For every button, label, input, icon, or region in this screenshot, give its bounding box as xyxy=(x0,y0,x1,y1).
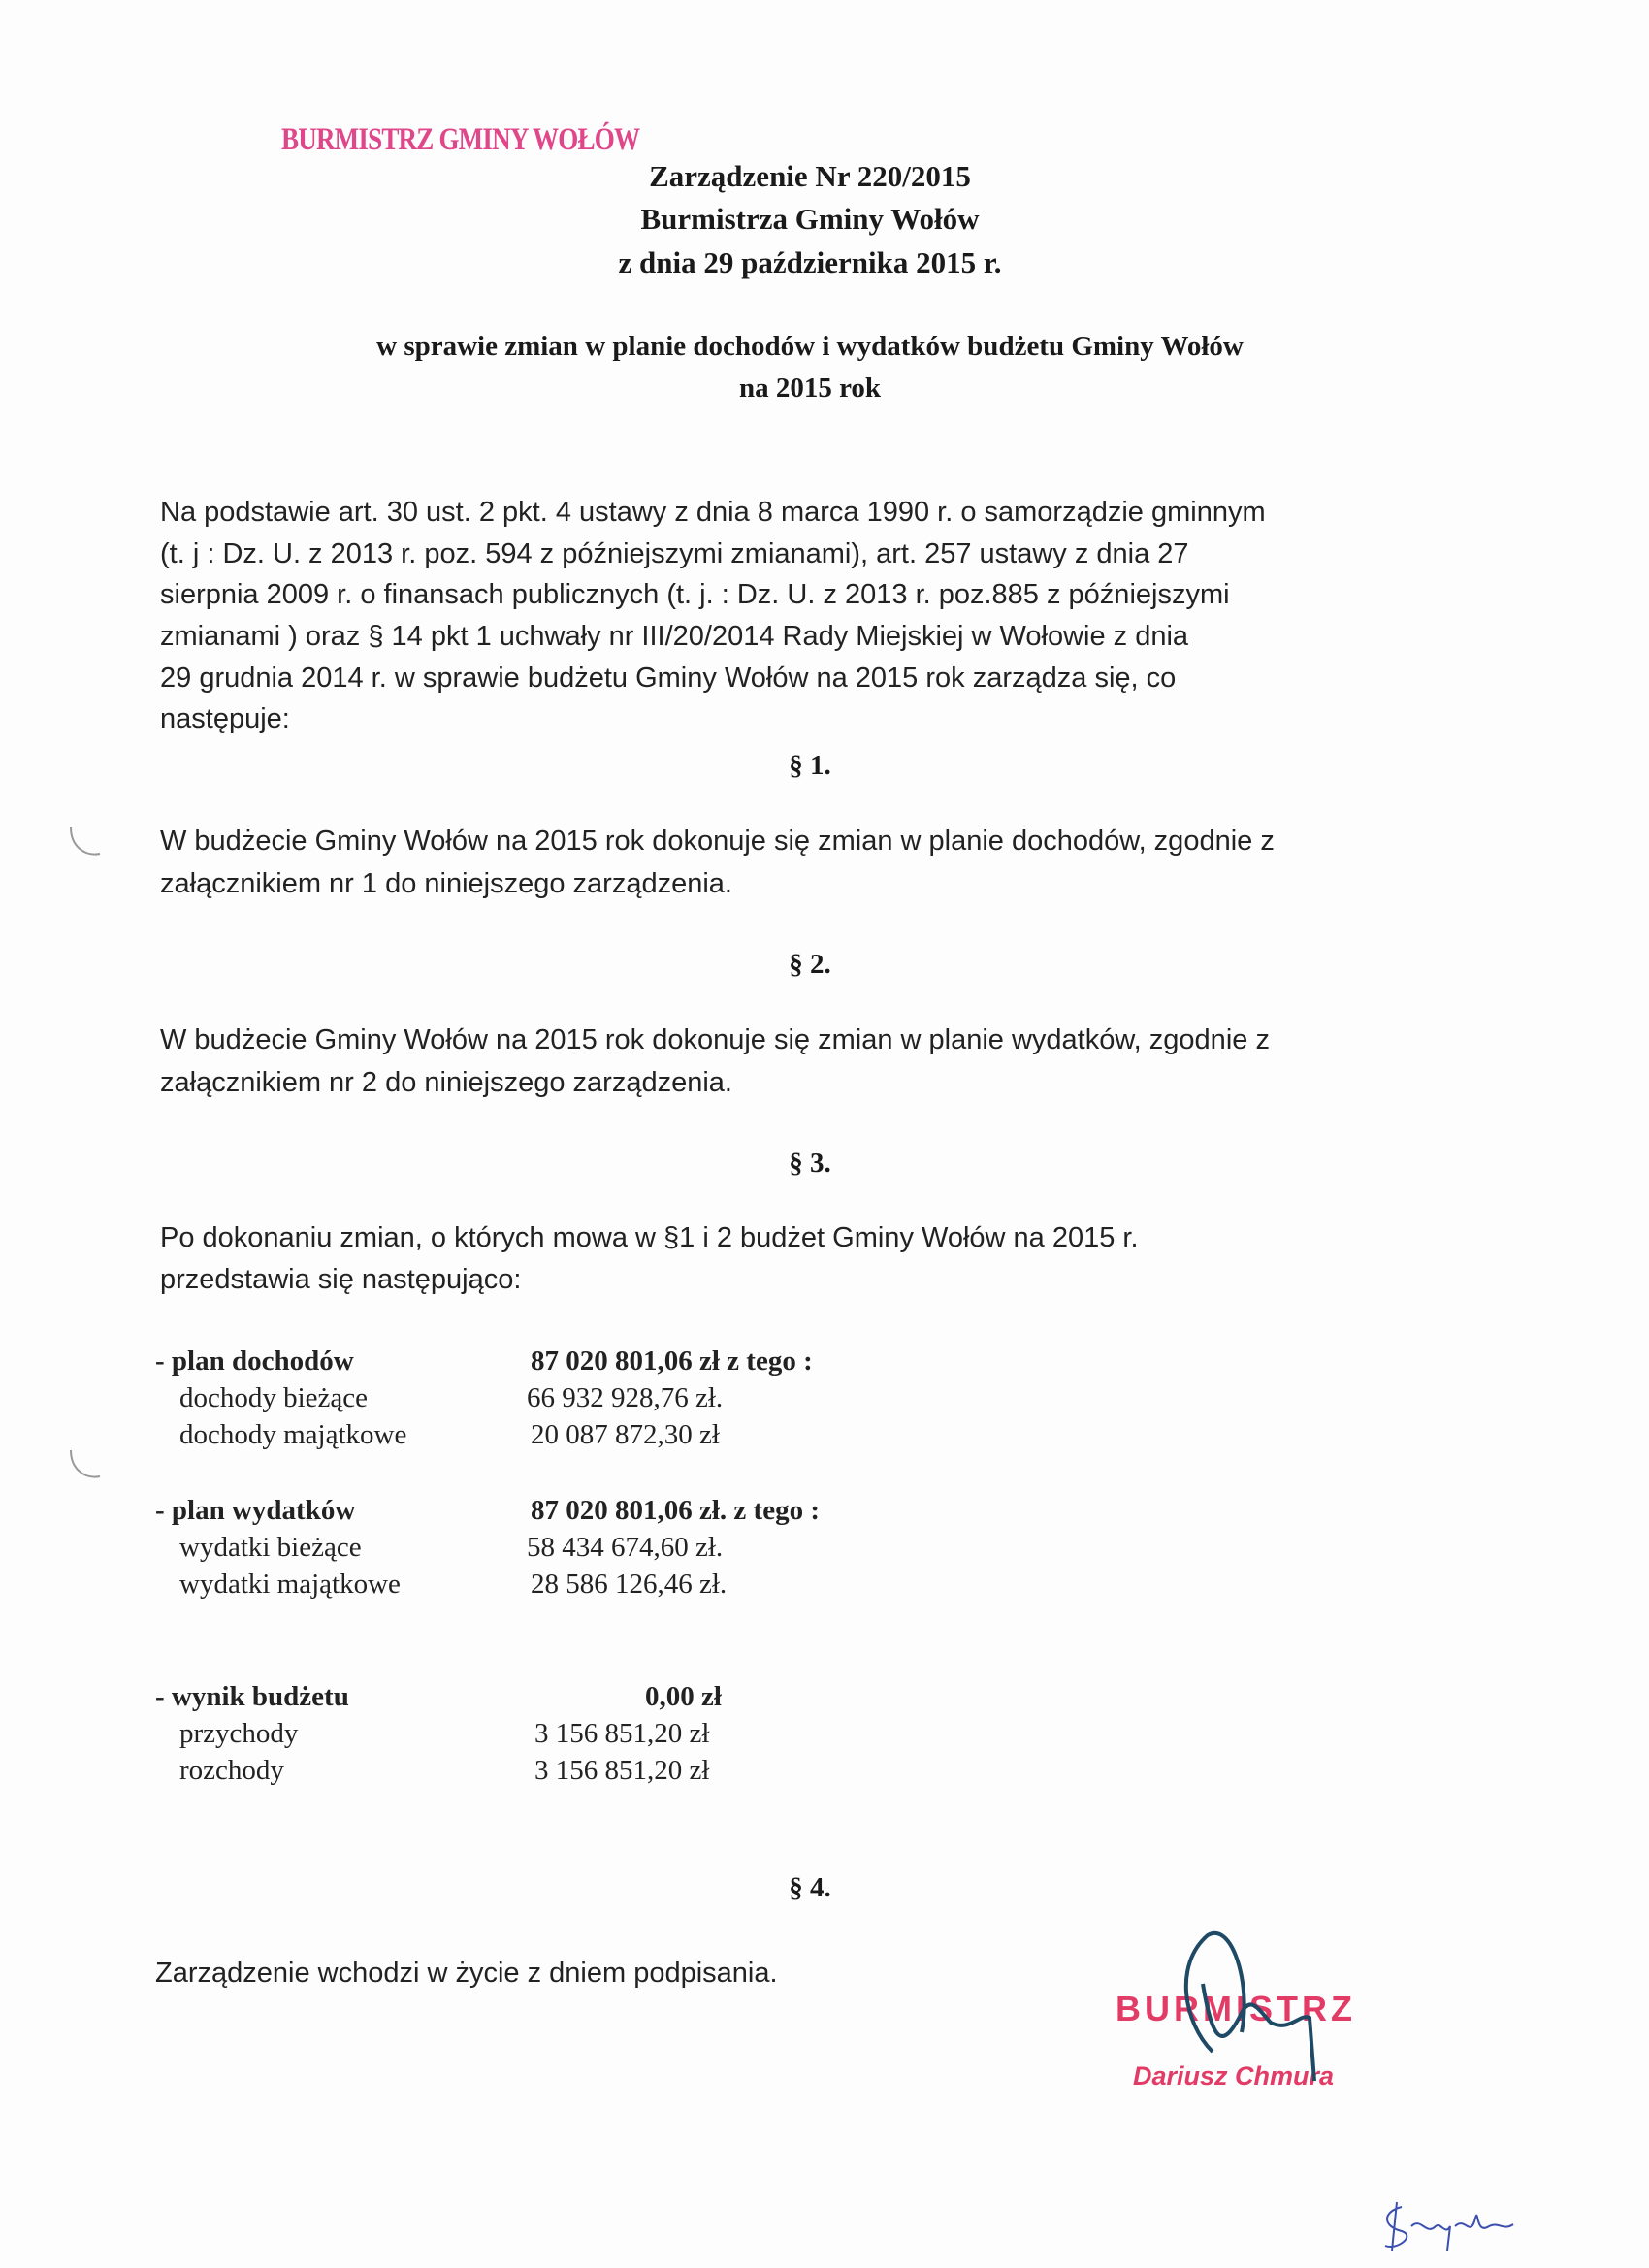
budget-item-value: 66 932 928,76 zł. xyxy=(527,1382,724,1413)
budget-label: - wynik budżetu xyxy=(155,1681,349,1712)
budget-item-value: 28 586 126,46 zł. xyxy=(531,1569,728,1600)
section-heading: § 1. xyxy=(789,750,831,781)
punch-mark xyxy=(66,1445,105,1484)
budget-item-value: 58 434 674,60 zł. xyxy=(527,1532,724,1563)
subject-line: na 2015 rok xyxy=(738,373,882,404)
signature-stamp-title: BURMISTRZ xyxy=(1116,1989,1356,2028)
preamble-line: Na podstawie art. 30 ust. 2 pkt. 4 ustawy z dnia 8 marca 1990 r. o samorządzie gminnym xyxy=(160,497,1266,528)
preamble-line: (t. j : Dz. U. z 2013 r. poz. 594 z późniejszymi zmianami), art. 257 ustawy z dnia 27 xyxy=(160,538,1189,569)
title-line: Zarządzenie Nr 220/2015 xyxy=(649,159,971,193)
budget-item-label: rozchody xyxy=(179,1755,284,1786)
section-line: W budżecie Gminy Wołów na 2015 rok dokonuje się zmian w planie dochodów, zgodnie z xyxy=(160,826,1275,857)
budget-item-value: 3 156 851,20 zł xyxy=(534,1755,710,1786)
budget-value: 87 020 801,06 zł. z tego : xyxy=(531,1495,820,1526)
subject-line: w sprawie zmian w planie dochodów i wydatków budżetu Gminy Wołów xyxy=(376,331,1244,362)
section-line: Po dokonaniu zmian, o których mowa w §1 i 2 budżet Gminy Wołów na 2015 r. xyxy=(160,1222,1139,1253)
section-heading: § 4. xyxy=(789,1872,831,1903)
budget-item-label: wydatki majątkowe xyxy=(179,1569,401,1600)
section-heading: § 3. xyxy=(789,1148,831,1179)
preamble-line: następuje: xyxy=(160,703,290,734)
preamble-line: zmianami ) oraz § 14 pkt 1 uchwały nr III/20/2014 Rady Miejskiej w Wołowie z dnia xyxy=(160,621,1189,652)
punch-mark xyxy=(66,823,105,861)
title-line: Burmistrza Gminy Wołów xyxy=(640,202,980,236)
budget-item-label: dochody majątkowe xyxy=(179,1419,407,1450)
header-stamp: BURMISTRZ GMINY WOŁÓW xyxy=(281,122,640,157)
title-line: z dnia 29 października 2015 r. xyxy=(618,245,1002,279)
section-heading: § 2. xyxy=(789,949,831,980)
budget-label: - plan dochodów xyxy=(155,1345,354,1377)
budget-item-value: 20 087 872,30 zł xyxy=(531,1419,720,1450)
handwritten-signature xyxy=(1154,1926,1339,2090)
budget-value: 0,00 zł xyxy=(645,1681,722,1712)
section-line: załącznikiem nr 1 do niniejszego zarządzenia. xyxy=(160,868,732,899)
section-line: załącznikiem nr 2 do niniejszego zarządzenia. xyxy=(160,1067,732,1098)
budget-item-value: 3 156 851,20 zł xyxy=(534,1718,710,1749)
initials-signature xyxy=(1377,2197,1533,2255)
section-line: Zarządzenie wchodzi w życie z dniem podpisania. xyxy=(155,1958,778,1989)
signature-stamp-name: Dariusz Chmura xyxy=(1133,2061,1335,2090)
section-line: W budżecie Gminy Wołów na 2015 rok dokonuje się zmian w planie wydatków, zgodnie z xyxy=(160,1024,1270,1055)
budget-value: 87 020 801,06 zł z tego : xyxy=(531,1345,813,1377)
preamble-line: sierpnia 2009 r. o finansach publicznych (t. j. : Dz. U. z 2013 r. poz.885 z późniejszymi xyxy=(160,579,1230,610)
budget-item-label: przychody xyxy=(179,1718,299,1749)
budget-item-label: wydatki bieżące xyxy=(179,1532,362,1563)
preamble-line: 29 grudnia 2014 r. w sprawie budżetu Gminy Wołów na 2015 rok zarządza się, co xyxy=(160,663,1177,694)
section-line: przedstawia się następująco: xyxy=(160,1264,522,1295)
budget-label: - plan wydatków xyxy=(155,1495,356,1526)
budget-item-label: dochody bieżące xyxy=(179,1382,369,1413)
